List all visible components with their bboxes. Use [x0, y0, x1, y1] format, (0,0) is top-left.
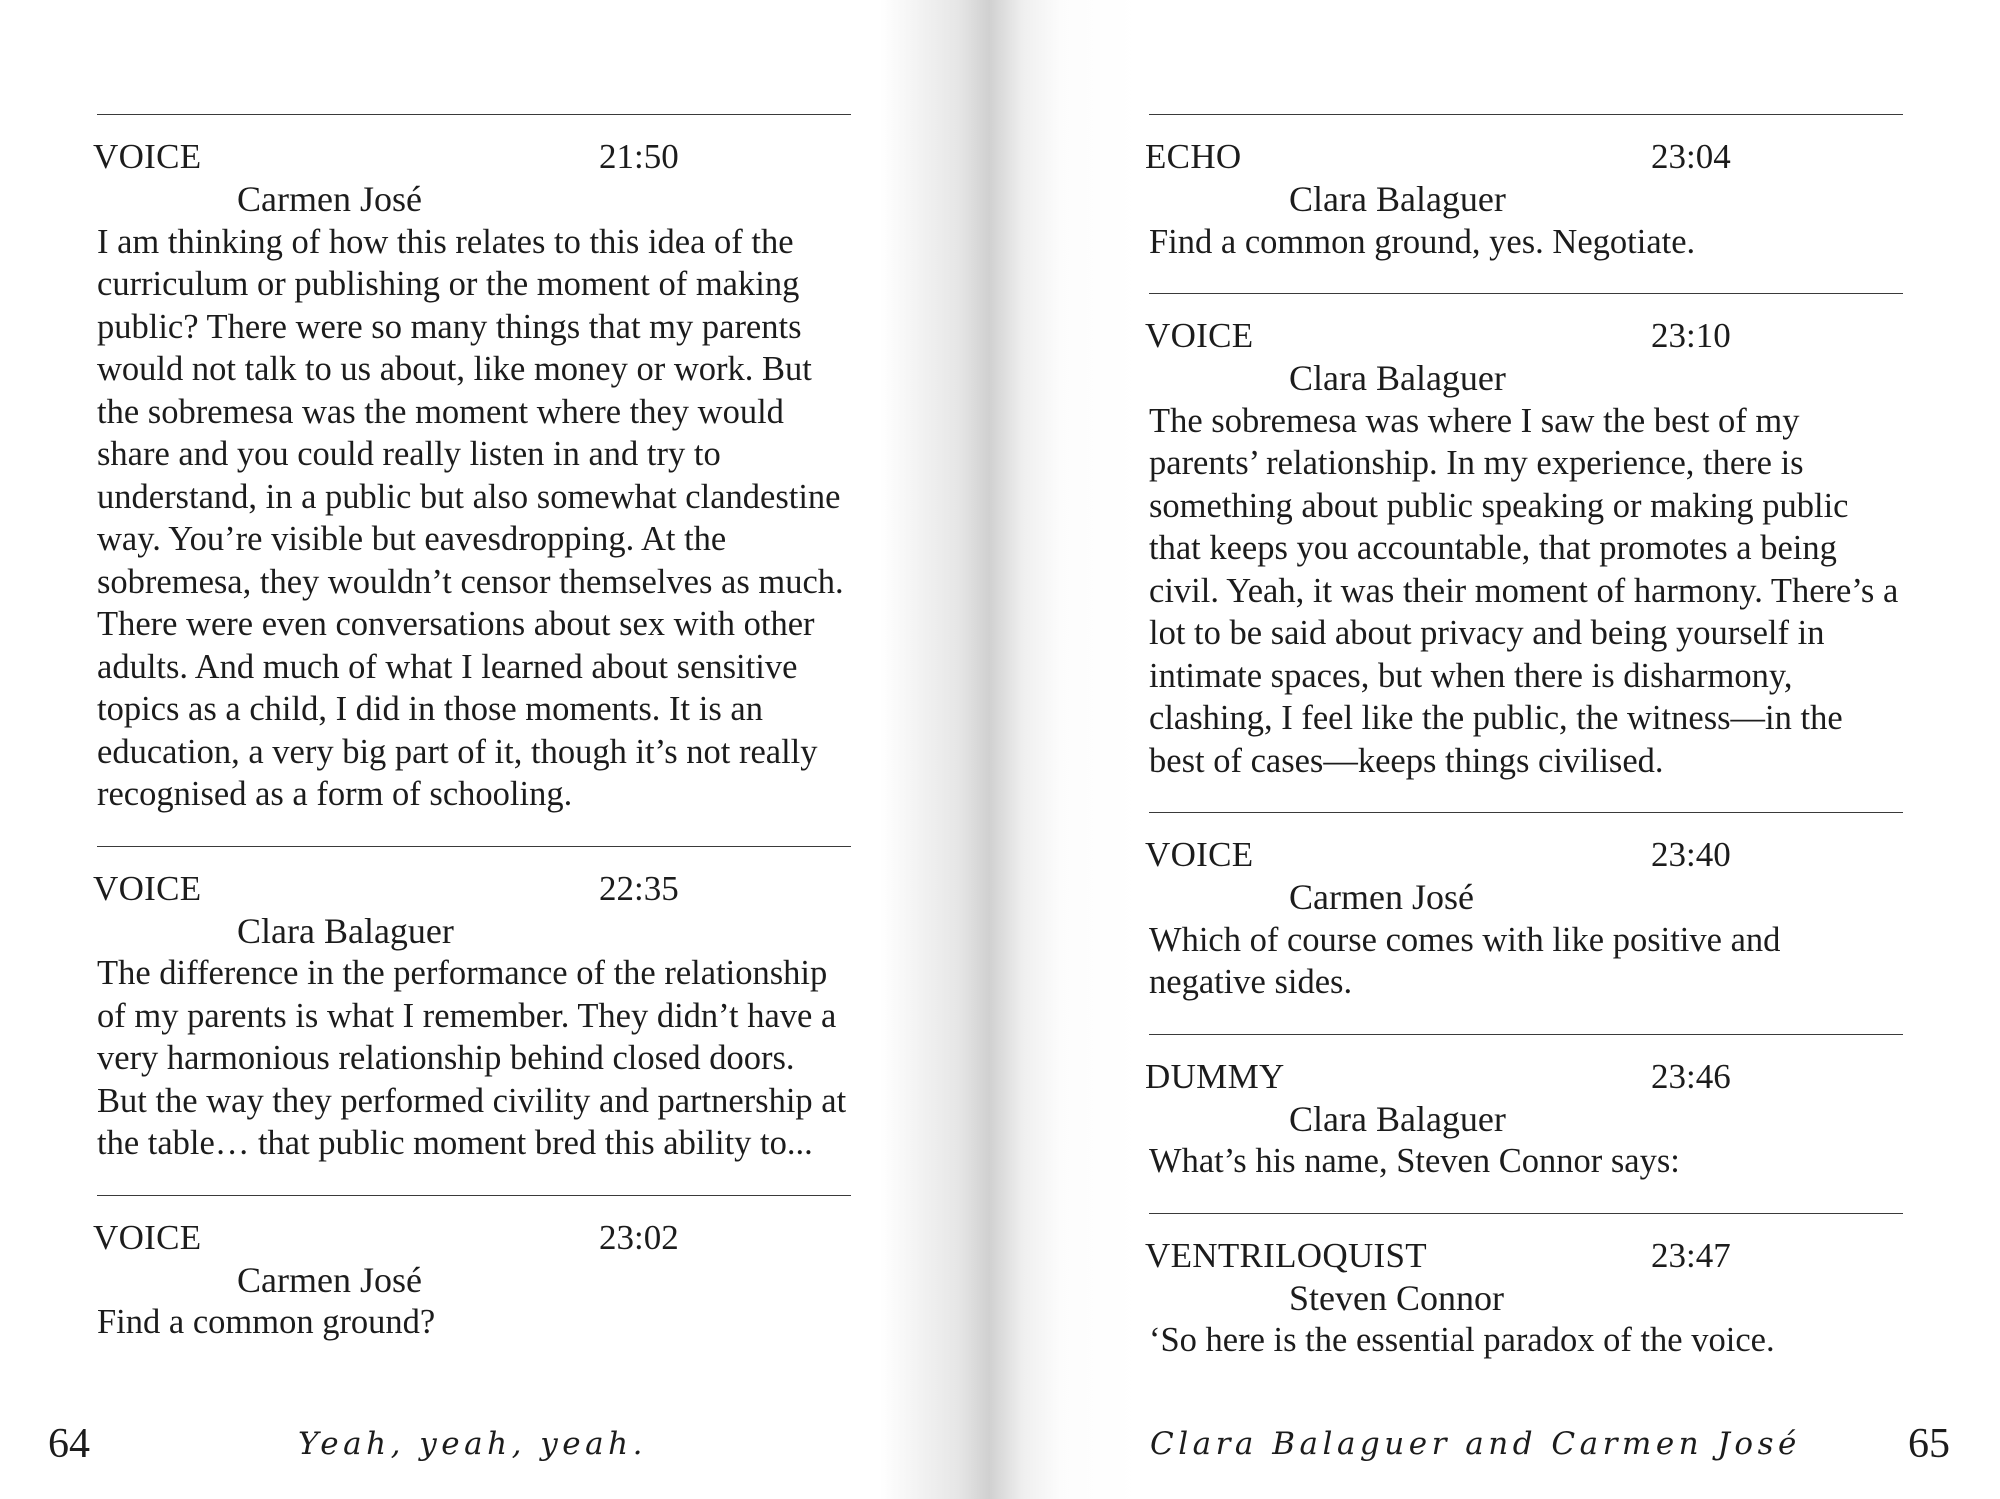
entry-timestamp: 23:40 — [1651, 835, 1731, 874]
entry-role: VENTRILOQUIST — [1145, 1235, 1427, 1275]
entry-text: I am thinking of how this relates to this idea of the curriculum or publishing or the moment of making public? There were so many things that my parents would not talk to us about, like money or work. But the sobremesa was the moment where they would share and you could really listen in and try to understand, in a public but also somewhat clandestine way. You’re visible but eavesdropping. At the sobremesa, they wouldn’t censor themselves as much. There were even conversations about sex with other adults. And much of what I learned about sensitive topics as a child, I did in those moments. It is an education, a very big part of it, though it’s not really recognised as a form of schooling. — [97, 222, 844, 813]
entry-timestamp: 21:50 — [599, 137, 679, 176]
entry-role: VOICE — [1145, 835, 1254, 874]
entry-role: VOICE — [93, 1217, 202, 1257]
right-page-column — [1145, 114, 1903, 1362]
entry-role: VOICE — [93, 868, 202, 908]
left-page-column — [93, 114, 851, 1344]
entry-timestamp: 23:47 — [1651, 1235, 1731, 1275]
page-number-right: 65 — [1908, 1421, 1950, 1467]
transcript-entry — [1145, 812, 1903, 1004]
entry-role: VOICE — [1145, 316, 1254, 355]
entry-speaker: Steven Connor — [1289, 1277, 1504, 1318]
transcript-entry — [1145, 1213, 1903, 1362]
entry-role: ECHO — [1145, 137, 1242, 176]
transcript-entry — [93, 1195, 851, 1344]
entry-speaker: Clara Balaguer — [1289, 179, 1506, 219]
entry-text: The difference in the performance of the relationship of my parents is what I remember. They didn’t have a very harmonious relationship behind closed doors. But the way they performed civility and partnership at the table… that public moment bred this ability to... — [97, 954, 847, 1162]
running-title-left: Yeah, yeah, yeah. — [298, 1426, 647, 1462]
entry-timestamp: 23:04 — [1651, 137, 1731, 176]
entry-speaker: Clara Balaguer — [1289, 1098, 1506, 1139]
running-title-right: Clara Balaguer and Carmen José — [1150, 1426, 1801, 1462]
book-gutter-shadow — [880, 0, 1140, 1499]
entry-text: Which of course comes with like positive and negative sides. — [1149, 920, 1781, 1001]
entry-text: ‘So here is the essential paradox of the voice. — [1149, 1321, 1775, 1359]
entry-timestamp: 23:10 — [1651, 316, 1731, 355]
entry-text: Find a common ground? — [97, 1303, 436, 1341]
transcript-entry — [93, 114, 851, 816]
transcript-entry — [93, 846, 851, 1165]
page-number-left: 64 — [48, 1421, 90, 1467]
entry-role: DUMMY — [1145, 1056, 1285, 1096]
entry-speaker: Clara Balaguer — [1289, 358, 1506, 398]
transcript-entry — [1145, 114, 1903, 263]
entry-timestamp: 22:35 — [599, 868, 679, 908]
transcript-entry — [1145, 1034, 1903, 1183]
transcript-entry — [1145, 293, 1903, 782]
entry-text: The sobremesa was where I saw the best of my parents’ relationship. In my experience, there is something about public speaking or making public that keeps you accountable, that promotes a being civil. Yeah, it was their moment of harmony. There’s a lot to be said about privacy and being yourself in intimate spaces, but when there is disharmony, clashing, I feel like the public, the witness—in the best of cases—keeps things civilised. — [1149, 401, 1899, 780]
entry-speaker: Carmen José — [237, 179, 422, 219]
entry-speaker: Carmen José — [1289, 877, 1474, 917]
entry-speaker: Carmen José — [237, 1259, 422, 1300]
entry-role: VOICE — [93, 137, 202, 176]
entry-timestamp: 23:46 — [1651, 1056, 1731, 1096]
entry-text: Find a common ground, yes. Negotiate. — [1149, 222, 1696, 261]
entry-speaker: Clara Balaguer — [237, 910, 454, 951]
entry-timestamp: 23:02 — [599, 1217, 679, 1257]
entry-text: What’s his name, Steven Connor says: — [1149, 1142, 1680, 1180]
